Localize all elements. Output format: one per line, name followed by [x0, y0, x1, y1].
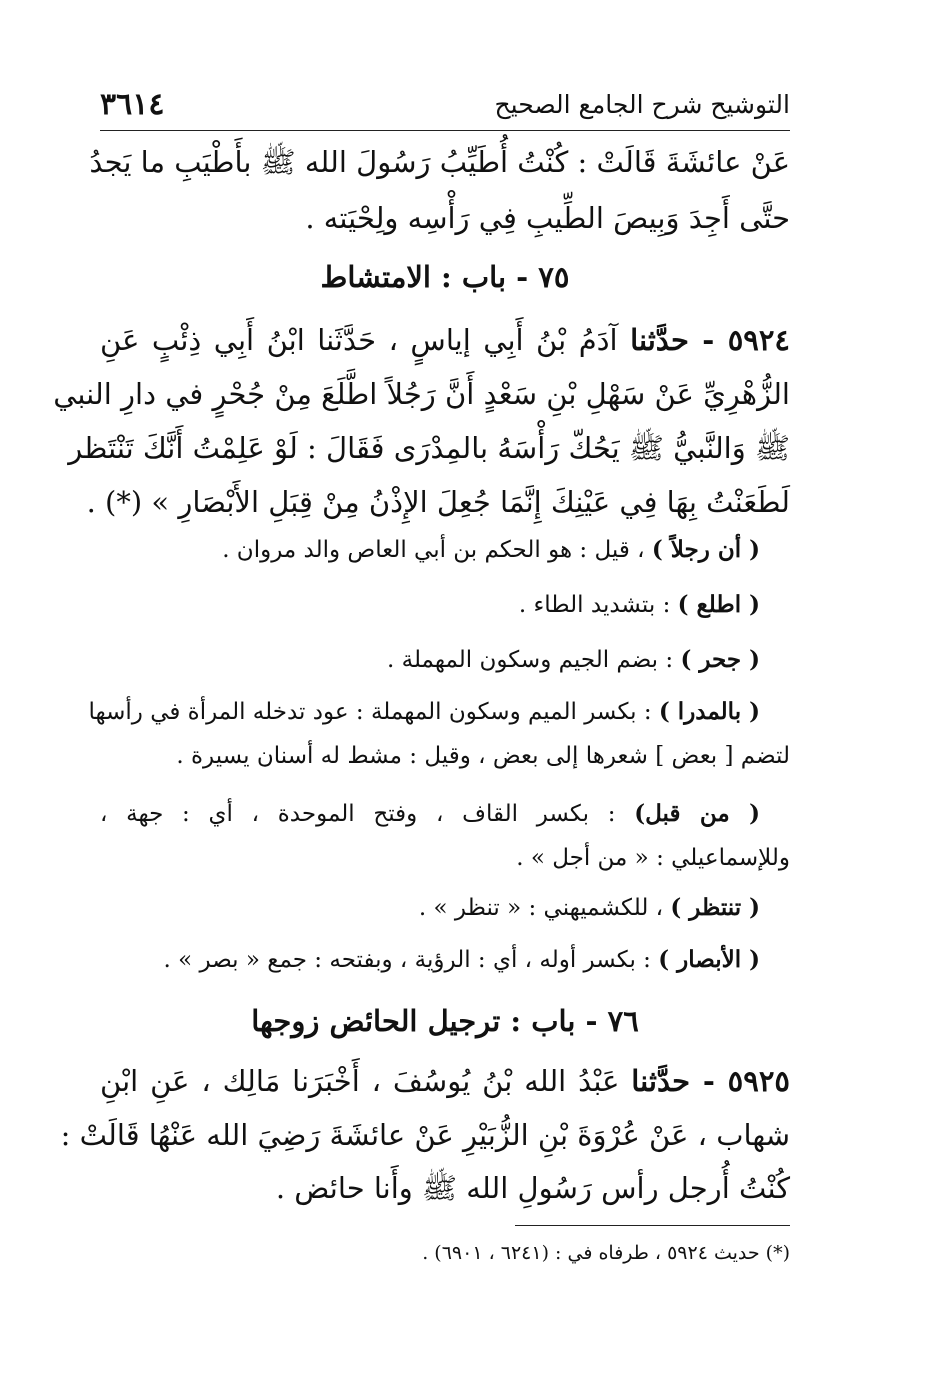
page-header — [100, 82, 790, 126]
note-term: ( بالمدرا ) — [658, 698, 760, 725]
book-title: التوشيح شرح الجامع الصحيح — [494, 89, 790, 119]
note-term: ( تنتظر ) — [670, 894, 760, 921]
commentary-note-continuation: وللإسماعيلي : « من أجل » . — [516, 845, 790, 871]
note-text: : بتشديد الطاء . — [518, 592, 671, 618]
hadith-line: لَطَعَنْتُ بِهَا فِي عَيْنِكَ إِنَّمَا جُعِلَ الإِذْنُ مِنْ قِبَلِ الأَبْصَارِ » (*) . — [86, 485, 790, 519]
hadith-number: ٥٩٢٤ - حدَّثنا — [630, 323, 791, 357]
hadith-line: كُنْتُ أُرجل رأس رَسُولِ الله ﷺ وأَنا حائض . — [275, 1171, 790, 1205]
commentary-note — [100, 890, 790, 926]
commentary-note — [88, 694, 790, 730]
footnote-rule — [515, 1225, 790, 1226]
continued-hadith-line: عَنْ عائشَةَ قَالَتْ : كُنْتُ أُطَيِّبُ رَسُولَ الله ﷺ بأَطْيَبِ ما يَجدُ — [89, 145, 790, 179]
commentary-note — [100, 587, 790, 623]
header-rule — [100, 130, 790, 131]
continued-hadith-line: حتَّى أَجِدَ وَبِيصَ الطِّيبِ فِي رَأْسِه ولِحْيَته . — [305, 201, 790, 235]
commentary-note — [100, 532, 790, 568]
chapter-heading: ٧٥ - باب : الامتشاط — [320, 260, 570, 294]
chapter-heading: ٧٦ - باب : ترجيل الحائض زوجها — [251, 1004, 639, 1038]
note-text: : بكسر الميم وسكون المهملة : عود تدخله المرأة في رأسها — [88, 699, 652, 725]
note-term: ( من قبل) — [634, 800, 760, 827]
hadith-line: الزُّهْرِيِّ عَنْ سَهْلِ بْنِ سَعْدٍ أَنَّ رَجُلاً اطَّلَعَ مِنْ جُحْرٍ في دارِ النبي — [53, 377, 790, 411]
commentary-note — [100, 942, 790, 978]
note-text: : بكسر القاف ، وفتح الموحدة ، أي : جهة ، — [100, 801, 616, 827]
hadith-line: ﷺ وَالنَّبيُّ ﷺ يَحُكّ رَأْسَهُ بالمِدْرَى فَقَالَ : لَوْ عَلِمْتُ أَنَّكَ تَنْتَظر — [68, 431, 790, 465]
note-text: : بكسر أوله ، أي : الرؤية ، وبفتحه : جمع « بصر » . — [163, 947, 651, 973]
hadith-line — [100, 320, 790, 360]
commentary-note — [100, 642, 790, 678]
note-text: ، للكشميهني : « تنظر » . — [418, 895, 664, 921]
note-text: ، قيل : هو الحكم بن أبي العاص والد مروان . — [222, 537, 645, 563]
note-term: ( اطلع ) — [677, 591, 760, 618]
hadith-text: آدَمُ بْنُ أَبِي إياسٍ ، حَدَّثَنا ابْنُ أَبِي ذِئْبٍ عَنِ — [100, 323, 618, 357]
note-term: ( جحر ) — [680, 646, 760, 673]
commentary-note-continuation: لتضم [ بعض ] شعرها إلى بعض ، وقيل : مشط له أسنان يسيرة . — [176, 743, 790, 769]
footnote: (*) حديث ٥٩٢٤ ، طرفاه في : (٦٢٤١ ، ٦٩٠١) . — [422, 1242, 790, 1264]
commentary-note — [100, 796, 790, 832]
note-term: ( الأبصار ) — [658, 946, 760, 973]
hadith-number: ٥٩٢٥ - حدَّثنا — [631, 1064, 790, 1098]
hadith-line — [100, 1061, 790, 1101]
hadith-line: شهاب ، عَنْ عُرْوَةَ بْنِ الزُّبَيْرِ عَنْ عائشَةَ رَضِيَ الله عَنْهُا قَالَتْ : — [60, 1118, 790, 1152]
note-text: : بضم الجيم وسكون المهملة . — [386, 647, 674, 673]
page-number: ٣٦١٤ — [100, 86, 165, 122]
hadith-text: عَبْدُ الله بْنُ يُوسُفَ ، أَخْبَرَنا مَالِك ، عَنِ ابْنِ — [100, 1064, 620, 1098]
note-term: ( أن رجلاً ) — [651, 536, 760, 563]
